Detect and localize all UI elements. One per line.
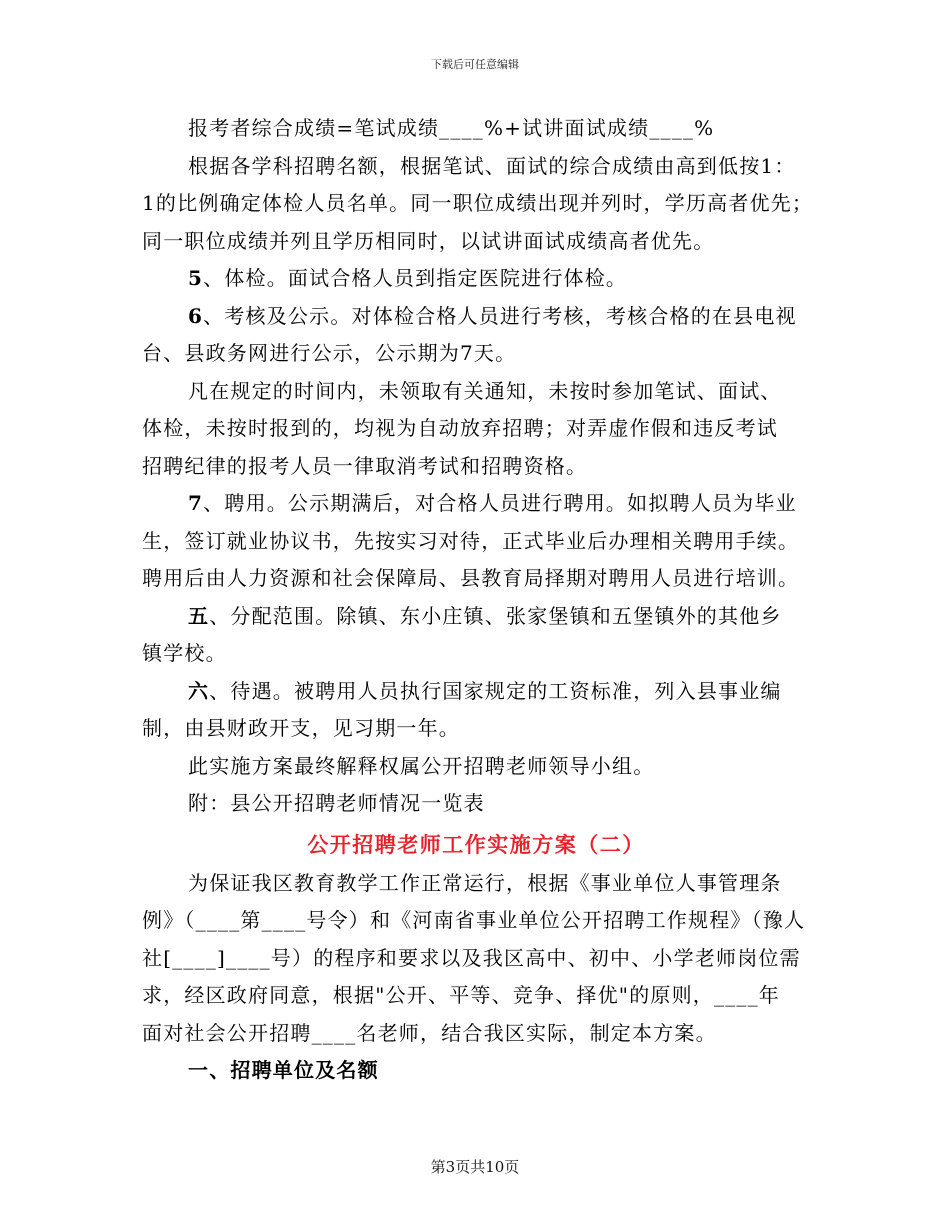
item-number: 7 [188,491,204,515]
score-formula-line [142,110,810,148]
assessment-paragraph [142,298,810,373]
subsection-heading [142,1052,810,1090]
text-line: 招聘纪律的报考人员一律取消考试和招聘资格。 [142,453,588,478]
benefits-paragraph [142,673,810,748]
text-line: 体检，未按时报到的，均视为自动放弃招聘；对弄虚作假和违反考试 [142,416,778,440]
section-number: 六 [188,678,210,703]
text-line: 一、招聘单位及名额 [188,1058,379,1082]
text-line [142,673,810,711]
text-line: 根据各学科招聘名额，根据笔试、面试的综合成绩由高到低按1： [188,153,796,178]
employment-paragraph [142,485,810,598]
allocation-paragraph [142,598,810,673]
item-text: 、体检。面试合格人员到指定医院进行体检。 [203,266,628,290]
ranking-paragraph [142,148,814,261]
attachment-note [142,785,810,823]
item-number: 5 [188,266,204,290]
text-line: 面对社会公开招聘____名老师，结合我区实际，制定本方案。 [142,1020,717,1045]
text-line: 例》（____第____号令）和《河南省事业单位公开招聘工作规程》（豫人 [142,908,806,932]
section-title: 公开招聘老师工作实施方案（二） [307,831,645,857]
forfeit-paragraph [142,373,810,486]
item-text: 、分配范围。除镇、东小庄镇、张家堡镇和五堡镇外的其他乡 [209,603,782,628]
text-line [142,260,810,298]
text-line [142,485,810,523]
interpretation-paragraph [142,748,810,786]
page-footer: 第3页共10页 [430,1158,520,1176]
text-line: 镇学校。 [142,641,227,665]
intro-paragraph [142,865,810,1053]
physical-exam-paragraph [142,260,810,298]
text-line: 台、县政务网进行公示，公示期为7天。 [142,341,517,365]
header-note: 下载后可任意编辑 [431,58,519,71]
text-line: 同一职位成绩并列且学历相同时，以试讲面试成绩高者优先。 [142,228,715,253]
item-text: 、聘用。公示期满后，对合格人员进行聘用。如拟聘人员为毕业 [203,491,797,515]
text-line [142,298,810,336]
text-line: 此实施方案最终解释权属公开招聘老师领导小组。 [188,753,655,778]
item-number: 6 [188,303,204,328]
text-line: 报考者综合成绩=笔试成绩____%+试讲面试成绩____% [188,116,715,140]
text-line: 制，由县财政开支，见习期一年。 [142,716,460,740]
text-line [142,598,810,636]
text-line: 1的比例确定体检人员名单。同一职位成绩出现并列时，学历高者优先； [142,191,814,215]
text-line: 社[____]____号）的程序和要求以及我区高中、初中、小学老师岗位需 [142,945,801,970]
item-text: 、考核及公示。对体检合格人员进行考核，考核合格的在县电视 [203,303,797,328]
text-line: 附：县公开招聘老师情况一览表 [188,791,485,815]
text-line: 聘用后由人力资源和社会保障局、县教育局择期对聘用人员进行培训。 [142,566,800,590]
text-line: 凡在规定的时间内，未领取有关通知，未按时参加笔试、面试、 [188,378,782,403]
text-line: 求，经区政府同意，根据"公开、平等、竞争、择优"的原则，____年 [142,983,780,1007]
item-text: 、待遇。被聘用人员执行国家规定的工资标准，列入县事业编 [209,678,782,703]
section-number: 五 [188,603,210,628]
document-body [142,110,814,1090]
text-line: 生，签订就业协议书，先按实习对待，正式毕业后办理相关聘用手续。 [142,528,800,553]
text-line: 为保证我区教育教学工作正常运行，根据《事业单位人事管理条 [188,870,782,895]
